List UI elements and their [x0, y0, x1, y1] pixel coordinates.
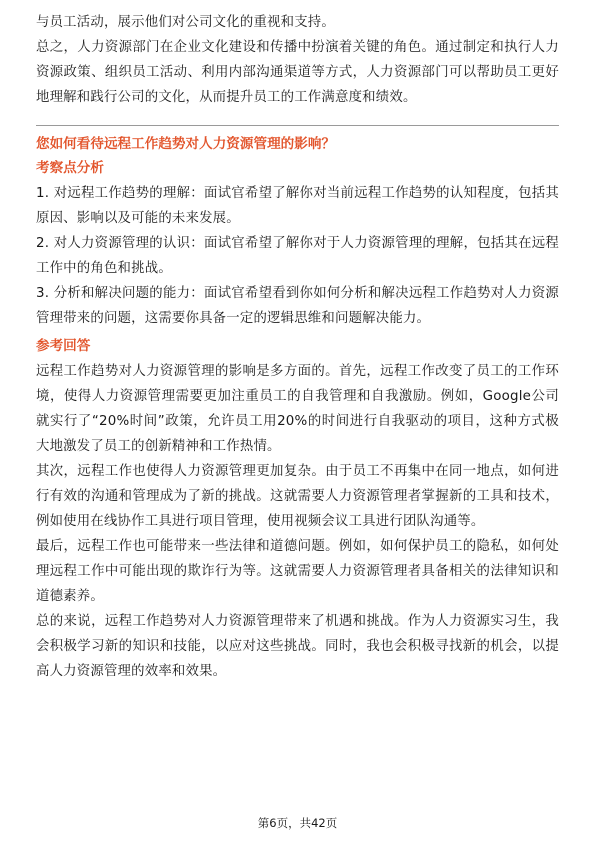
analysis-point: 2. 对人力资源管理的认识：面试官希望了解你对于人力资源管理的理解，包括其在远程工作中的角色和挑战。 — [36, 236, 559, 276]
analysis-heading: 考察点分析 — [36, 160, 104, 176]
intro-paragraph: 与员工活动，展示他们对公司文化的重视和支持。 — [36, 15, 335, 30]
section-divider — [36, 125, 559, 126]
page-number: 第6页，共42页 — [257, 816, 338, 830]
answer-heading: 参考回答 — [36, 338, 91, 354]
document-page — [36, 10, 559, 684]
answer-paragraph: 远程工作趋势对人力资源管理的影响是多方面的。首先，远程工作改变了员工的工作环境，使得人力资源管理需要更加注重员工的自我管理和自我激励。例如，Google公司就实行了“20%时间”政策，允许员工用20%的时间进行自我驱动的项目，这种方式极大地激发了员工的创新精神和工作热情。 — [36, 364, 559, 454]
answer-paragraph: 最后，远程工作也可能带来一些法律和道德问题。例如，如何保护员工的隐私，如何处理远程工作中可能出现的欺诈行为等。这就需要人力资源管理者具备相关的法律知识和道德素养。 — [36, 539, 559, 604]
answer-paragraph: 其次，远程工作也使得人力资源管理更加复杂。由于员工不再集中在同一地点，如何进行有效的沟通和管理成为了新的挑战。这就需要人力资源管理者掌握新的工具和技术，例如使用在线协作工具进行项目管理，使用视频会议工具进行团队沟通等。 — [36, 464, 559, 529]
intro-paragraph: 总之，人力资源部门在企业文化建设和传播中扮演着关键的角色。通过制定和执行人力资源政策、组织员工活动、利用内部沟通渠道等方式，人力资源部门可以帮助员工更好地理解和践行公司的文化，从而提升员工的工作满意度和绩效。 — [36, 40, 559, 105]
answer-paragraph: 总的来说，远程工作趋势对人力资源管理带来了机遇和挑战。作为人力资源实习生，我会积极学习新的知识和技能，以应对这些挑战。同时，我也会积极寻找新的机会，以提高人力资源管理的效率和效果。 — [36, 614, 559, 679]
analysis-point: 1. 对远程工作趋势的理解：面试官希望了解你对当前远程工作趋势的认知程度，包括其原因、影响以及可能的未来发展。 — [36, 186, 559, 226]
question-title: 您如何看待远程工作趋势对人力资源管理的影响？ — [36, 136, 336, 152]
analysis-point: 3. 分析和解决问题的能力：面试官希望看到你如何分析和解决远程工作趋势对人力资源管理带来的问题，这需要你具备一定的逻辑思维和问题解决能力。 — [36, 286, 559, 326]
